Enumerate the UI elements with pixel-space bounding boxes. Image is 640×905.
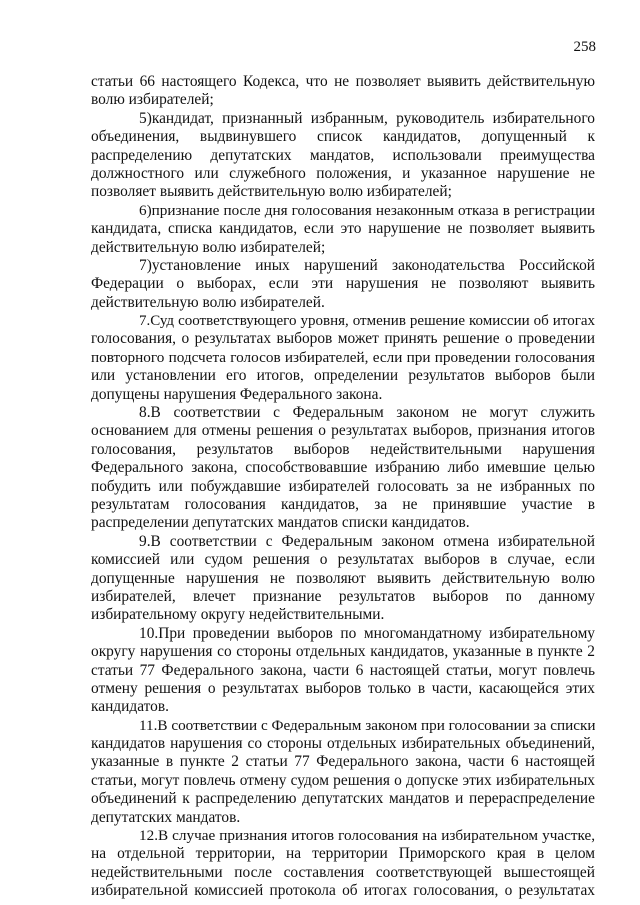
text-line: кандидатов нарушения со стороны отдельных избирательных объединений, [91,735,595,753]
text-line: 7)установление иных нарушений законодательства Российской [139,256,595,274]
text-line: повторного подсчета голосов избирателей, если при проведении голосования [91,348,595,366]
paragraph [91,257,595,312]
paragraph [91,404,595,533]
page-number: 258 [573,39,596,55]
text-line: статьи 66 настоящего Кодекса, что не позволяет выявить действительную [91,73,595,90]
text-line: отмену решения о результатах выборов только в части, касающейся этих [91,679,595,697]
text-line: депутатских мандатов. [91,808,241,826]
text-line: голосования, о результатах выборов может принять решение о проведении [91,330,595,348]
paragraph [91,312,595,404]
paragraph [91,625,595,717]
text-line: действительную волю избирателей. [91,293,325,311]
text-line: распределению депутатских мандатов, использовали преимущества [91,146,595,164]
text-line: голосования, результатов выборов недействительными нарушения [91,440,595,458]
text-line: объединений к распределению депутатских мандатов и перераспределение [91,790,595,808]
text-line: результатам голосования кандидатов, за не принявшие участие в [91,495,595,513]
text-line: 8.В соответствии с Федеральным законом не могут служить [139,404,595,422]
paragraph [91,827,595,901]
text-line: побудить или побуждавшие избирателей голосовать за не избранных по [91,477,595,495]
paragraph [91,202,595,257]
text-line: статьи 77 Федерального закона, части 6 настоящей статьи, могут повлечь [91,661,595,679]
text-line: 6)признание после дня голосования незаконным отказа в регистрации [139,201,595,219]
text-line: волю избирателей; [91,91,214,109]
text-line: основанием для отмены решения о результатах выборов, признания итогов [91,422,595,440]
text-line: 10.При проведении выборов по многомандатному избирательному [139,624,595,642]
text-line: должностного или служебного положения, и указанное нарушение не [91,164,595,182]
text-line: действительную волю избирателей; [91,238,326,256]
text-line: недействительными после составления соответствующей вышестоящей [91,863,595,881]
text-line: избирательной комиссией протокола об итогах голосования, о результатах [91,882,595,900]
text-line: допущены нарушения Федерального закона. [91,385,383,403]
text-line: 12.В случае признания итогов голосования на избирательном участке, [139,827,595,845]
text-line: статьи, могут повлечь отмену судом решения о допуске этих избирательных [91,771,595,789]
text-line: объединения, выдвинувшего список кандидатов, допущенный к [91,128,595,146]
text-line: на отдельной территории, на территории Приморского края в целом [91,845,595,863]
text-line: избирательному округу недействительными. [91,606,385,624]
text-line: допущенные нарушения не позволяют выявить действительную волю [91,569,595,587]
text-line: указанные в пункте 2 статьи 77 Федерального закона, части 6 настоящей [91,753,595,771]
text-line: 9.В соответствии с Федеральным законом отмена избирательной [139,532,595,550]
text-line: кандидата, списка кандидатов, если это нарушение не позволяет выявить [91,220,595,238]
paragraph [91,110,595,202]
text-line: кандидатов. [91,698,169,716]
text-line: распределении депутатских мандатов списки кандидатов. [91,514,470,532]
text-line: Федерации о выборах, если эти нарушения не позволяют выявить [91,275,595,293]
text-line: 7.Суд соответствующего уровня, отменив решение комиссии об итогах [139,313,595,330]
paragraph [91,73,595,110]
text-line: 11.В соответствии с Федеральным законом при голосовании за списки [139,716,595,734]
document-body [91,73,595,901]
text-line: 5)кандидат, признанный избранным, руководитель избирательного [139,109,595,127]
paragraph [91,533,595,625]
text-line: комиссией или судом решения о результатах выборов в случае, если [91,551,595,569]
text-line: Федерального закона, способствовавшие избранию либо имевшие целью [91,459,595,477]
text-line: или установлении его итогов, определении результатов выборов были [91,367,595,385]
text-line: избирателей, влечет признание результатов выборов по данному [91,587,595,605]
paragraph [91,717,595,827]
text-line: округу нарушения со стороны отдельных кандидатов, указанные в пункте 2 [91,643,595,661]
text-line: позволяет выявить действительную волю избирателей; [91,183,452,201]
